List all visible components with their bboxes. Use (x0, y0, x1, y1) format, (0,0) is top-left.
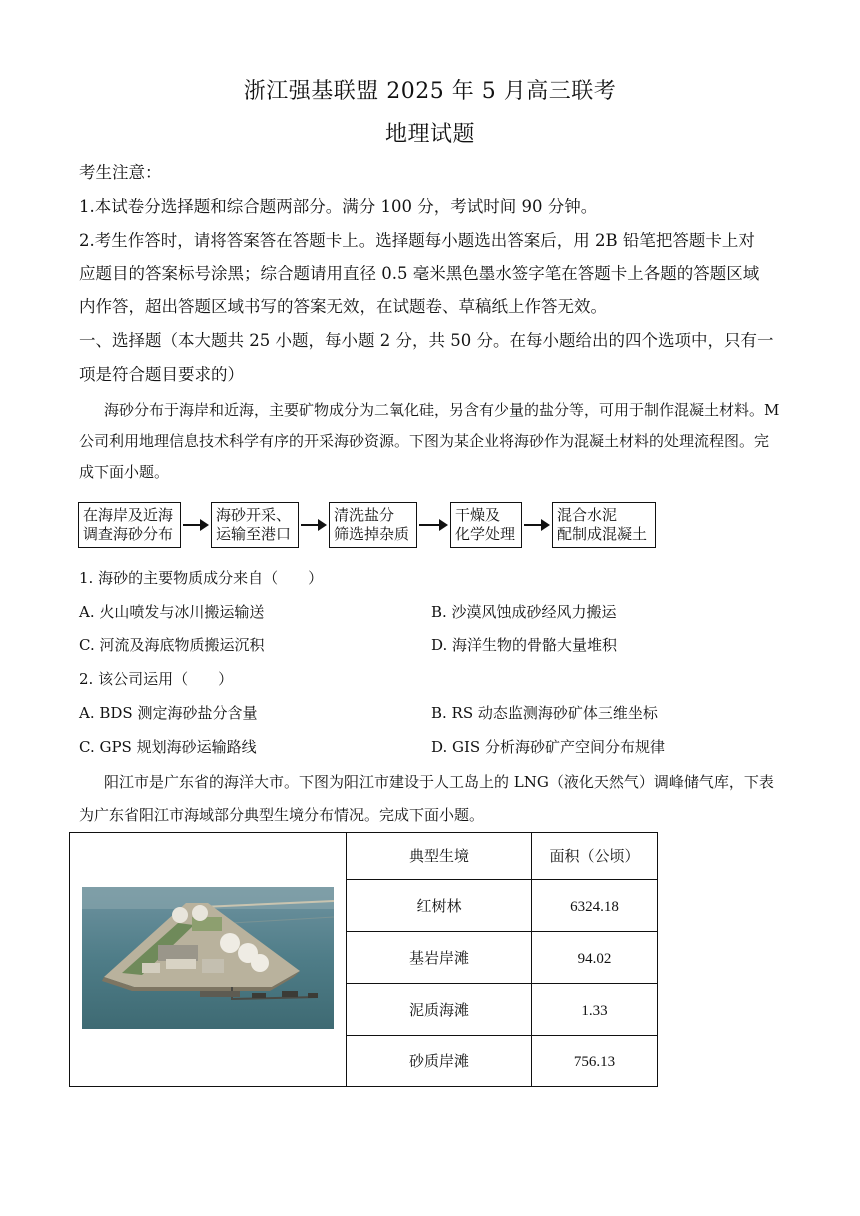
flow-step-5 (552, 502, 656, 548)
flow-step-4 (450, 502, 522, 548)
exam-title: 浙江强基联盟 2025 年 5 月高三联考 (243, 79, 617, 104)
flow-step-3-line-1: 清洗盐分 (334, 506, 395, 524)
flow-step-2-line-2: 运输至港口 (216, 525, 292, 543)
table-cell-area (532, 932, 657, 983)
flow-step-4-line-2: 化学处理 (455, 525, 516, 543)
table-cell-area (532, 984, 657, 1035)
habitat-name: 基岩岸滩 (408, 949, 469, 967)
habitat-area: 6324.18 (570, 899, 619, 915)
question-2-option-a: A. BDS 测定海砂盐分含量 (79, 704, 258, 722)
question-2-option-c: C. GPS 规划海砂运输路线 (79, 738, 257, 756)
notice-item-2-line-2: 应题目的答案标号涂黑；综合题请用直径 0.5 毫米黑色墨水签字笔在答题卡上各题的答题区域 (79, 264, 760, 283)
section-heading-line-2: 项是符合题目要求的） (79, 365, 244, 384)
flow-arrow-3 (419, 524, 446, 526)
exam-subtitle: 地理试题 (384, 122, 475, 147)
notice-item-2-line-3: 内作答，超出答题区域书写的答案无效，在试题卷、草稿纸上作答无效。 (79, 297, 607, 316)
flow-step-5-line-1: 混合水泥 (557, 506, 618, 524)
habitat-area: 94.02 (577, 951, 612, 967)
question-1-option-b: B. 沙漠风蚀成砂经风力搬运 (431, 603, 617, 621)
process-flowchart (78, 502, 658, 552)
notice-item-2-line-1: 2.考生作答时，请将答案答在答题卡上。选择题每小题选出答案后，用 2B 铅笔把答题卡上对 (79, 231, 755, 250)
flow-step-1 (78, 502, 181, 548)
header-area-label: 面积（公顷） (549, 847, 640, 865)
flow-step-5-line-2: 配制成混凝土 (557, 525, 648, 543)
section-heading-line-1: 一、选择题（本大题共 25 小题，每小题 2 分，共 50 分。在每小题给出的四个选项中，只有一 (79, 331, 774, 350)
notice-heading: 考生注意： (79, 163, 162, 182)
table-row (347, 984, 532, 1035)
table-row (347, 1036, 532, 1086)
question-1-option-d: D. 海洋生物的骨骼大量堆积 (431, 636, 618, 654)
habitat-name: 红树林 (416, 897, 462, 915)
question-2-option-b: B. RS 动态监测海砂矿体三维坐标 (431, 704, 658, 722)
habitat-area: 756.13 (573, 1054, 616, 1070)
flow-step-2-line-1: 海砂开采、 (216, 506, 292, 524)
passage-1-line-3: 成下面小题。 (79, 463, 170, 481)
flow-step-3-line-2: 筛选掉杂质 (334, 525, 410, 543)
flow-arrow-4 (524, 524, 548, 526)
question-1-option-c: C. 河流及海底物质搬运沉积 (79, 636, 265, 654)
table-cell-area (532, 1036, 657, 1086)
flow-step-3 (329, 502, 417, 548)
flow-step-1-line-2: 调查海砂分布 (83, 525, 174, 543)
notice-item-1: 1.本试卷分选择题和综合题两部分。满分 100 分，考试时间 90 分钟。 (79, 197, 598, 216)
flow-step-1-line-1: 在海岸及近海 (83, 506, 174, 524)
habitat-area: 1.33 (581, 1003, 608, 1019)
flow-step-2 (211, 502, 299, 548)
passage-1-line-2: 公司利用地理信息技术科学有序的开采海砂资源。下图为某企业将海砂作为混凝土材料的处理流程图。完 (79, 432, 770, 450)
lng-island-photo (82, 887, 334, 1029)
habitat-table (69, 832, 658, 1087)
table-cell-area (532, 880, 657, 931)
question-1-stem: 1. 海砂的主要物质成分来自（ ） (79, 569, 324, 587)
table-row (347, 932, 532, 983)
table-row (347, 880, 532, 931)
header-habitat-label: 典型生境 (408, 847, 469, 865)
question-2-stem: 2. 该公司运用（ ） (79, 670, 234, 688)
habitat-name: 砂质岸滩 (408, 1052, 469, 1070)
question-1-option-a: A. 火山喷发与冰川搬运输送 (79, 603, 265, 621)
flow-arrow-1 (183, 524, 207, 526)
passage-2-line-1: 阳江市是广东省的海洋大市。下图为阳江市建设于人工岛上的 LNG（液化天然气）调峰储气库，下表 (104, 773, 774, 791)
flow-step-4-line-1: 干燥及 (455, 506, 501, 524)
flow-arrow-2 (301, 524, 325, 526)
passage-2-line-2: 为广东省阳江市海域部分典型生境分布情况。完成下面小题。 (79, 806, 485, 824)
habitat-name: 泥质海滩 (408, 1001, 469, 1019)
header-area (532, 833, 657, 879)
photo-cell (70, 833, 347, 1086)
question-2-option-d: D. GIS 分析海砂矿产空间分布规律 (431, 738, 665, 756)
passage-1-line-1: 海砂分布于海岸和近海，主要矿物成分为二氧化硅，另含有少量的盐分等，可用于制作混凝土材料。M (104, 401, 780, 419)
header-habitat (347, 833, 532, 879)
